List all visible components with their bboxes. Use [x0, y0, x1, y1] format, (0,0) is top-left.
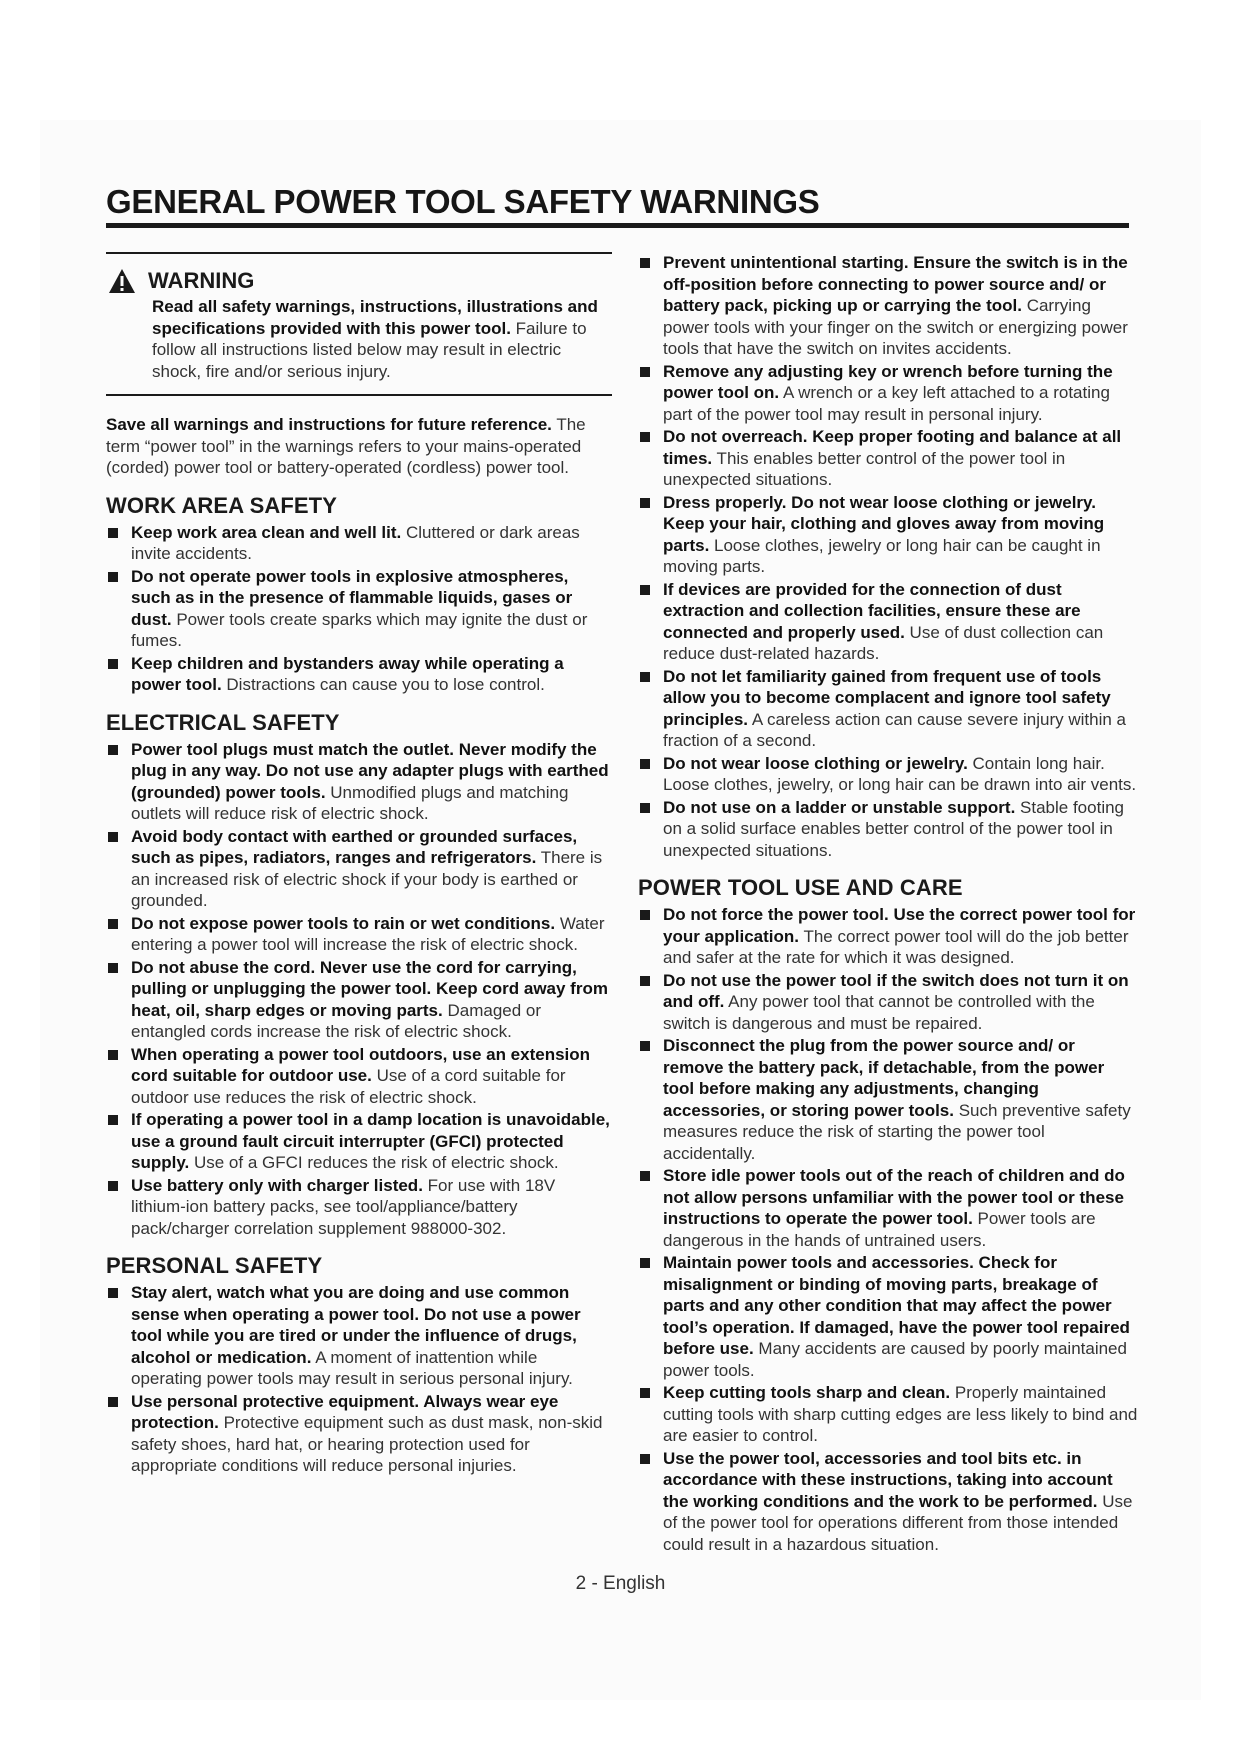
list-item	[106, 1044, 612, 1109]
item-body-text: Power tools are dangerous in the hands of untrained users.	[663, 1209, 1096, 1250]
item-body-text: Protective equipment such as dust mask, non-skid safety shoes, hard hat, or hearing protection used for appropriate conditions will reduce personal injuries.	[131, 1413, 603, 1475]
item-body-text: Damaged or entangled cords increase the risk of electric shock.	[131, 1000, 542, 1041]
item-bold-text: Use battery only with charger listed.	[131, 1175, 423, 1195]
warning-title: WARNING	[148, 268, 255, 293]
item-body-text: A wrench or a key left attached to a rotating part of the power tool may result in personal injury.	[663, 383, 1110, 424]
warning-text	[152, 296, 612, 382]
bullet-square-icon	[640, 498, 650, 508]
item-bold-text: When operating a power tool outdoors, use an extension cord suitable for outdoor use.	[131, 1044, 591, 1085]
list-item	[106, 826, 612, 912]
item-bold-text: Prevent unintentional starting. Ensure the switch is in the off-position before connecting to power source and/ or battery pack, picking up or carrying the tool.	[663, 253, 1128, 315]
list-item	[638, 753, 1139, 796]
intro-body-text: The term “power tool” in the warnings refers to your mains-operated (corded) power tool or battery-operated (cordless) power tool.	[106, 415, 586, 477]
list-item	[638, 1035, 1139, 1164]
bullet-square-icon	[640, 1454, 650, 1464]
item-bold-text: Keep work area clean and well lit.	[131, 522, 402, 542]
bullet-square-icon	[108, 1050, 118, 1060]
item-bold-text: Use personal protective equipment. Always wear eye protection.	[131, 1391, 559, 1432]
personal-list	[106, 1282, 612, 1477]
item-bold-text: Do not wear loose clothing or jewelry.	[663, 753, 968, 773]
bullet-square-icon	[640, 1258, 650, 1268]
bullet-square-icon	[640, 258, 650, 268]
item-body-text: Many accidents are caused by poorly maintained power tools.	[663, 1339, 1127, 1380]
item-body-text: Use of a cord suitable for outdoor use reduces the risk of electric shock.	[131, 1066, 566, 1107]
item-body-text: Unmodified plugs and matching outlets will reduce risk of electric shock.	[131, 782, 569, 823]
item-body-text: Contain long hair. Loose clothes, jewelry, or long hair can be drawn into air vents.	[663, 753, 1137, 794]
bullet-square-icon	[108, 1288, 118, 1298]
list-item	[638, 252, 1139, 360]
bullet-square-icon	[640, 367, 650, 377]
bullet-square-icon	[108, 528, 118, 538]
list-item	[106, 653, 612, 696]
list-item	[638, 426, 1139, 491]
bullet-square-icon	[640, 803, 650, 813]
warning-box	[106, 252, 612, 396]
list-item	[106, 957, 612, 1043]
item-body-text: This enables better control of the power tool in unexpected situations.	[663, 448, 1066, 489]
warning-bold-text: Read all safety warnings, instructions, illustrations and specifications provided with this power tool.	[152, 297, 598, 338]
item-bold-text: Avoid body contact with earthed or grounded surfaces, such as pipes, radiators, ranges and refrigerators.	[131, 826, 578, 867]
item-body-text: Use of dust collection can reduce dust-related hazards.	[663, 622, 1104, 663]
item-bold-text: Do not abuse the cord. Never use the cord for carrying, pulling or unplugging the power tool. Keep cord away from heat, oil, sharp edges or moving parts.	[131, 957, 608, 1020]
item-body-text: Properly maintained cutting tools with sharp cutting edges are less likely to bind and are easier to control.	[663, 1383, 1138, 1445]
list-item	[638, 970, 1139, 1035]
item-bold-text: Power tool plugs must match the outlet. Never modify the plug in any way. Do not use any adapter plugs with earthed (grounded) power tools.	[131, 739, 609, 802]
item-body-text: Distractions can cause you to lose control.	[221, 675, 545, 694]
tool-use-list	[638, 904, 1139, 1555]
list-item	[106, 1391, 612, 1477]
list-item	[106, 913, 612, 956]
electrical-list	[106, 739, 612, 1240]
page-footer: 2 - English	[575, 1573, 666, 1594]
item-bold-text: Do not expose power tools to rain or wet conditions.	[131, 913, 556, 933]
item-bold-text: Do not use on a ladder or unstable support.	[663, 797, 1016, 817]
item-bold-text: Maintain power tools and accessories. Check for misalignment or binding of moving parts, breakage of parts and any other condition that may affect the power tool’s operation. If damaged, have the power tool repaired before use.	[663, 1253, 1130, 1358]
bullet-square-icon	[108, 659, 118, 669]
intro-paragraph	[106, 414, 612, 479]
item-body-text: A moment of inattention while operating power tools may result in serious personal injury.	[131, 1347, 573, 1388]
bullet-square-icon	[108, 745, 118, 755]
item-bold-text: If operating a power tool in a damp location is unavoidable, use a ground fault circuit interrupter (GFCI) protected supply.	[131, 1110, 610, 1172]
personal-list-continued	[638, 252, 1139, 861]
bullet-square-icon	[108, 1181, 118, 1191]
warning-header	[108, 266, 612, 296]
item-bold-text: Do not force the power tool. Use the correct power tool for your application.	[663, 905, 1136, 946]
item-bold-text: Do not let familiarity gained from frequent use of tools allow you to become complacent and ignore tool safety principles.	[663, 666, 1111, 729]
item-bold-text: Do not operate power tools in explosive atmospheres, such as in the presence of flammable liquids, gases or dust.	[131, 566, 573, 629]
bullet-square-icon	[640, 1041, 650, 1051]
bullet-square-icon	[108, 572, 118, 582]
left-column	[106, 252, 612, 1478]
section-title-tool-use: POWER TOOL USE AND CARE	[638, 875, 963, 900]
bullet-square-icon	[640, 976, 650, 986]
list-item	[106, 522, 612, 565]
page-title: GENERAL POWER TOOL SAFETY WARNINGS	[106, 183, 820, 220]
right-column	[638, 252, 1139, 1556]
list-item	[638, 904, 1139, 969]
list-item	[638, 1382, 1139, 1447]
item-body-text: Use of the power tool for operations different from those intended could result in a hazardous situation.	[663, 1491, 1133, 1554]
item-bold-text: Stay alert, watch what you are doing and use common sense when operating a power tool. Do not use a power tool while you are tired or under the influence of drugs, alcohol or medication.	[131, 1283, 581, 1367]
item-body-text: Carrying power tools with your finger on the switch or energizing power tools that have the switch on invites accidents.	[663, 296, 1128, 358]
list-item	[106, 1282, 612, 1390]
item-body-text: Water entering a power tool will increase the risk of electric shock.	[131, 913, 605, 954]
item-body-text: A careless action can cause severe injury within a fraction of a second.	[663, 709, 1127, 750]
item-bold-text: Store idle power tools out of the reach of children and do not allow persons unfamiliar with the power tool or these instructions to operate the power tool.	[663, 1166, 1125, 1228]
item-body-text: Loose clothes, jewelry or long hair can be caught in moving parts.	[663, 535, 1101, 576]
item-bold-text: If devices are provided for the connection of dust extraction and collection facilities, ensure these are connected and properly used.	[663, 579, 1081, 642]
list-item	[106, 1175, 612, 1240]
list-item	[106, 566, 612, 652]
bullet-square-icon	[640, 672, 650, 682]
item-body-text: There is an increased risk of electric shock if your body is earthed or grounded.	[131, 848, 603, 910]
item-bold-text: Disconnect the plug from the power source and/ or remove the battery pack, if detachable, from the power tool before making any adjustments, changing accessories, or storing power tools.	[663, 1036, 1105, 1120]
intro-bold-text: Save all warnings and instructions for future reference.	[106, 415, 552, 434]
bullet-square-icon	[640, 910, 650, 920]
bullet-square-icon	[108, 963, 118, 973]
item-bold-text: Do not use the power tool if the switch does not turn it on and off.	[663, 970, 1129, 1011]
item-bold-text: Do not overreach. Keep proper footing and balance at all times.	[663, 427, 1122, 468]
bullet-square-icon	[108, 1397, 118, 1407]
title-rule	[106, 223, 1129, 228]
bullet-square-icon	[640, 1388, 650, 1398]
warning-triangle-icon	[108, 268, 136, 294]
item-bold-text: Use the power tool, accessories and tool bits etc. in accordance with these instructions, taking into account the working conditions and the work to be performed.	[663, 1448, 1113, 1511]
warning-body-text: Failure to follow all instructions listed below may result in electric shock, fire and/or serious injury.	[152, 318, 587, 381]
bullet-square-icon	[640, 585, 650, 595]
list-item	[638, 797, 1139, 862]
bullet-square-icon	[640, 432, 650, 442]
item-body-text: Any power tool that cannot be controlled with the switch is dangerous and must be repaired.	[663, 992, 1095, 1033]
item-bold-text: Dress properly. Do not wear loose clothing or jewelry. Keep your hair, clothing and gloves away from moving parts.	[663, 492, 1105, 555]
item-body-text: Such preventive safety measures reduce the risk of starting the power tool accidentally.	[663, 1100, 1131, 1163]
list-item	[638, 1165, 1139, 1251]
list-item	[638, 1448, 1139, 1556]
work-area-list	[106, 522, 612, 696]
list-item	[638, 361, 1139, 426]
item-body-text: Stable footing on a solid surface enables better control of the power tool in unexpected situations.	[663, 797, 1125, 860]
bullet-square-icon	[108, 832, 118, 842]
item-body-text: For use with 18V lithium-ion battery packs, see tool/appliance/battery pack/charger correlation supplement 988000-302.	[131, 1175, 556, 1238]
item-body-text: Power tools create sparks which may ignite the dust or fumes.	[131, 609, 588, 650]
bullet-square-icon	[108, 1115, 118, 1125]
section-title-electrical: ELECTRICAL SAFETY	[106, 709, 340, 735]
item-body-text: Cluttered or dark areas invite accidents.	[131, 522, 580, 563]
item-body-text: The correct power tool will do the job better and safer at the rate for which it was designed.	[663, 926, 1129, 967]
item-bold-text: Remove any adjusting key or wrench before turning the power tool on.	[663, 361, 1113, 402]
item-bold-text: Keep children and bystanders away while operating a power tool.	[131, 653, 564, 694]
bullet-square-icon	[108, 919, 118, 929]
list-item	[638, 666, 1139, 752]
list-item	[638, 1252, 1139, 1381]
section-title-personal: PERSONAL SAFETY	[106, 1253, 323, 1278]
list-item	[638, 579, 1139, 665]
item-body-text: Use of a GFCI reduces the risk of electric shock.	[189, 1153, 559, 1172]
bullet-square-icon	[640, 1171, 650, 1181]
list-item	[106, 739, 612, 825]
list-item	[638, 492, 1139, 578]
list-item	[106, 1109, 612, 1174]
item-bold-text: Keep cutting tools sharp and clean.	[663, 1383, 951, 1402]
bullet-square-icon	[640, 759, 650, 769]
section-title-work-area: WORK AREA SAFETY	[106, 492, 337, 518]
